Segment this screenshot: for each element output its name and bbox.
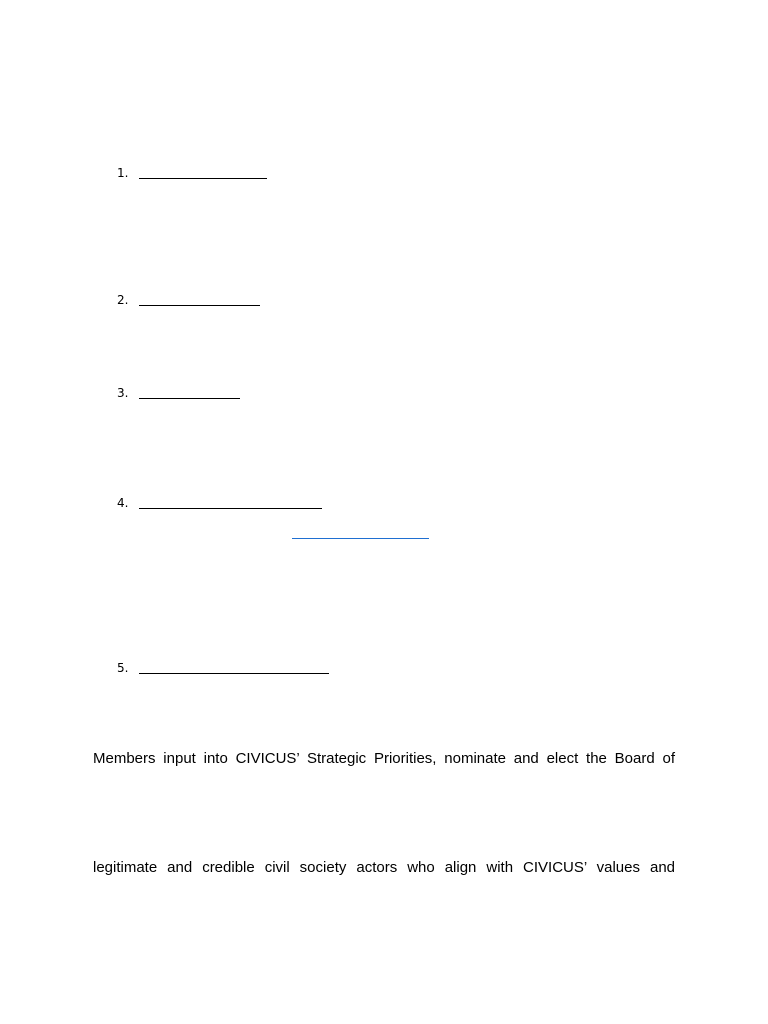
list-number: 5. (117, 661, 129, 675)
blank-underline (139, 178, 267, 179)
paragraph-line-legitimate: legitimate and credible civil society actors who align with CIVICUS’ values and (93, 859, 675, 876)
hyperlink-underline[interactable] (292, 538, 429, 539)
list-number: 1. (117, 166, 129, 180)
paragraph-line-members: Members input into CIVICUS’ Strategic Priorities, nominate and elect the Board of (93, 750, 675, 767)
list-number: 4. (117, 496, 129, 510)
blank-underline (139, 398, 240, 399)
blank-underline (139, 673, 329, 674)
blank-underline (139, 508, 322, 509)
blank-underline (139, 305, 260, 306)
list-number: 3. (117, 386, 129, 400)
list-number: 2. (117, 293, 129, 307)
